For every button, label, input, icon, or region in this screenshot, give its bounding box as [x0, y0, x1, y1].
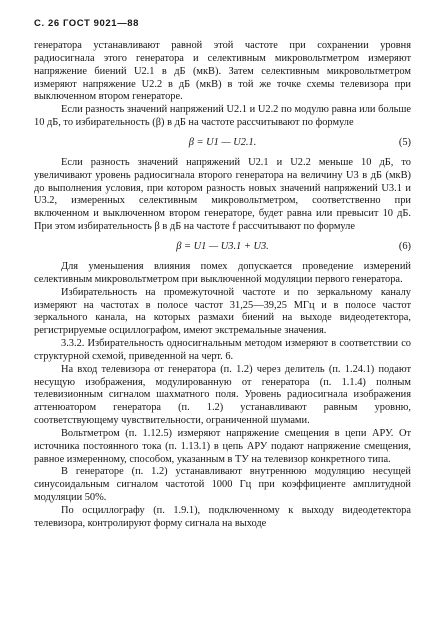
formula-number: (6): [398, 240, 411, 252]
formula-6: [34, 241, 411, 254]
paragraph: 3.3.2. Избирательность односигнальным методом измеряют в соответствии со структурной схемой, приведенной на черт. 6.: [34, 338, 411, 362]
formula-5: [34, 137, 411, 150]
paragraph: На вход телевизора от генератора (п. 1.2) через делитель (п. 1.24.1) подают несущую изображения, модулированную от генератора (п. 1.1.4) полным телевизионным сигналом шахматного поля. Уровень радиосигнала изображения аттенюатором генератора (п. 1.2) устанавливают равным уровню, соответствующему чувствительности, ограниченной шумами.: [34, 363, 411, 427]
paragraph: Если разность значений напряжений U2.1 и U2.2 меньше 10 дБ, то увеличивают уровень радиосигнала второго генератора на величину U3 в дБ (мкВ) до выполнения условия, при котором разность новых значений напряжений U3.1 и U3.2, измеренных селективным микровольтметром, соответственно при включенном и выключенном втором генераторе, будет равна или превысит 10 дБ. При этом избирательность β в дБ на частоте f рассчитывают по формуле: [34, 156, 411, 233]
paragraph: генератора устанавливают равной этой частоте при сохранении уровня радиосигнала этого генератора и селективным микровольтметром измеряют напряжение биений U2.1 в дБ (мкВ). Затем селективным микровольтметром измеряют напряжение U2.2 в дБ (мкВ) в той же точке схемы телевизора при выключенном втором генераторе.: [34, 40, 411, 103]
document-body: [34, 40, 411, 531]
page-header: С. 26 ГОСТ 9021—88: [34, 18, 140, 29]
paragraph: В генераторе (п. 1.2) устанавливают внутреннюю модуляцию несущей синусоидальным сигналом частотой 1000 Гц при коэффициенте амплитудной модуляции 50%.: [34, 466, 411, 504]
paragraph: Если разность значений напряжений U2.1 и U2.2 по модулю равна или больше 10 дБ, то избирательность (β) в дБ на частоте рассчитывают по формуле: [34, 104, 411, 129]
formula-expression: β = U1 — U3.1 + U3.: [176, 240, 269, 252]
paragraph: Для уменьшения влияния помех допускается проведение измерений селективным микровольтметром при выключенной модуляции первого генератора.: [34, 260, 411, 285]
formula-number: (5): [398, 136, 411, 148]
paragraph: По осциллографу (п. 1.9.1), подключенному к выходу видеодетектора телевизора, контролируют форму сигнала на выходе: [34, 505, 411, 529]
paragraph: Избирательность на промежуточной частоте и по зеркальному каналу измеряют на частотах в полосе частот 31,25—39,25 МГц и в полосе частот зеркального канала, на которых размахи биений на выходе видеодетектора, регистрируемые осциллографом, имеют экстремальные значения.: [34, 286, 411, 337]
paragraph: Вольтметром (п. 1.12.5) измеряют напряжение смещения в цепи АРУ. От источника постоянного тока (п. 1.13.1) в цепь АРУ подают напряжение смещения, равное измеренному, способом, указанным в ТУ на телевизор конкретного типа.: [34, 427, 411, 465]
formula-expression: β = U1 — U2.1.: [188, 136, 257, 148]
